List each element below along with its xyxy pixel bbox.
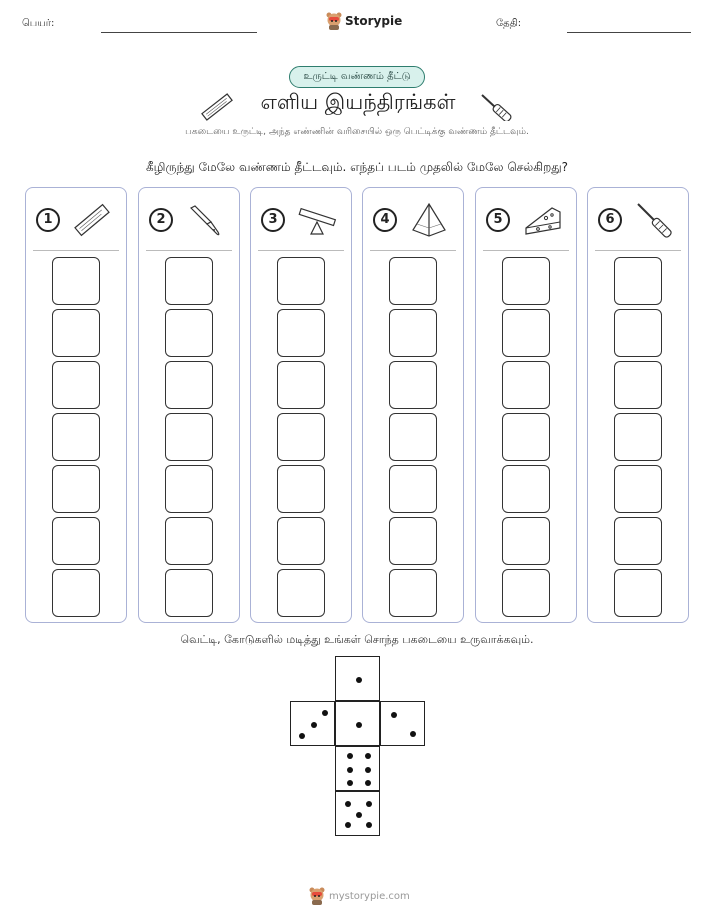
color-box[interactable] bbox=[52, 361, 100, 409]
color-box[interactable] bbox=[614, 309, 662, 357]
color-box[interactable] bbox=[52, 569, 100, 617]
plank-icon bbox=[72, 200, 112, 240]
die-pip bbox=[347, 780, 353, 786]
page-subtitle: பகடையை உருட்டி, அந்த எண்ணின் வரிசையில் ஒரு பெட்டிக்கு வண்ணம் தீட்டவும். bbox=[185, 127, 529, 137]
color-box[interactable] bbox=[614, 257, 662, 305]
bear-mascot-icon bbox=[326, 12, 342, 30]
color-box[interactable] bbox=[389, 569, 437, 617]
color-box[interactable] bbox=[165, 361, 213, 409]
column-3 bbox=[250, 187, 352, 623]
die-pip bbox=[345, 801, 351, 807]
activity-tag: உருட்டி வண்ணம் தீட்டு bbox=[289, 66, 425, 88]
color-box[interactable] bbox=[502, 309, 550, 357]
color-box[interactable] bbox=[277, 517, 325, 565]
footer-url: mystorypie.com bbox=[329, 890, 410, 902]
color-box[interactable] bbox=[165, 309, 213, 357]
screwdriver-icon bbox=[478, 91, 512, 121]
color-box[interactable] bbox=[502, 257, 550, 305]
screwdriver-icon bbox=[634, 200, 674, 240]
column-2 bbox=[138, 187, 240, 623]
column-number: 2 bbox=[149, 208, 173, 232]
cheese-wedge-icon bbox=[522, 200, 562, 240]
column-divider bbox=[258, 250, 344, 251]
color-box[interactable] bbox=[614, 361, 662, 409]
color-box[interactable] bbox=[614, 465, 662, 513]
color-box[interactable] bbox=[502, 361, 550, 409]
date-label: தேதி: bbox=[496, 18, 522, 29]
color-box[interactable] bbox=[502, 413, 550, 461]
die-pip bbox=[311, 722, 317, 728]
color-box[interactable] bbox=[277, 361, 325, 409]
color-box[interactable] bbox=[389, 413, 437, 461]
column-number: 4 bbox=[373, 208, 397, 232]
name-line[interactable] bbox=[101, 32, 257, 33]
column-4 bbox=[362, 187, 464, 623]
column-number: 3 bbox=[261, 208, 285, 232]
color-box[interactable] bbox=[502, 465, 550, 513]
die-face-1 bbox=[335, 701, 380, 746]
color-box[interactable] bbox=[165, 413, 213, 461]
date-line[interactable] bbox=[567, 32, 691, 33]
die-pip bbox=[410, 731, 416, 737]
color-box[interactable] bbox=[614, 413, 662, 461]
die-pip bbox=[366, 801, 372, 807]
color-box[interactable] bbox=[277, 309, 325, 357]
die-face-3 bbox=[290, 701, 335, 746]
die-pip bbox=[391, 712, 397, 718]
die-pip bbox=[347, 767, 353, 773]
name-label: பெயர்: bbox=[22, 18, 55, 29]
color-box[interactable] bbox=[165, 517, 213, 565]
color-box[interactable] bbox=[52, 517, 100, 565]
brand-logo bbox=[326, 12, 402, 30]
footer bbox=[309, 887, 410, 905]
die-face-2 bbox=[380, 701, 425, 746]
die-pip bbox=[365, 767, 371, 773]
die-face-6 bbox=[335, 746, 380, 791]
color-box[interactable] bbox=[389, 309, 437, 357]
die-pip bbox=[299, 733, 305, 739]
column-number: 6 bbox=[598, 208, 622, 232]
color-box[interactable] bbox=[52, 465, 100, 513]
die-pip bbox=[365, 780, 371, 786]
die-face-5 bbox=[335, 791, 380, 836]
die-pip bbox=[356, 812, 362, 818]
column-divider bbox=[483, 250, 569, 251]
color-box[interactable] bbox=[389, 257, 437, 305]
die-pip bbox=[356, 722, 362, 728]
pyramid-icon bbox=[409, 200, 449, 240]
plank-icon bbox=[200, 93, 234, 121]
color-box[interactable] bbox=[614, 517, 662, 565]
die-pip bbox=[365, 753, 371, 759]
seesaw-lever-icon bbox=[297, 200, 337, 240]
die-pip bbox=[322, 710, 328, 716]
color-box[interactable] bbox=[277, 569, 325, 617]
die-pip bbox=[366, 822, 372, 828]
brand-name: Storypie bbox=[345, 14, 403, 28]
die-face-1 bbox=[335, 656, 380, 701]
cutout-instruction: வெட்டி, கோடுகளில் மடித்து உங்கள் சொந்த பகடையை உருவாக்கவும். bbox=[180, 633, 534, 646]
die-pip bbox=[345, 822, 351, 828]
color-box[interactable] bbox=[389, 517, 437, 565]
column-number: 1 bbox=[36, 208, 60, 232]
column-5 bbox=[475, 187, 577, 623]
color-box[interactable] bbox=[502, 569, 550, 617]
color-box[interactable] bbox=[277, 465, 325, 513]
column-1 bbox=[25, 187, 127, 623]
column-divider bbox=[146, 250, 232, 251]
knife-icon bbox=[185, 200, 225, 240]
question-text: கீழிருந்து மேலே வண்ணம் தீட்டவும். எந்தப் படம் முதலில் மேலே செல்கிறது? bbox=[145, 160, 569, 174]
color-box[interactable] bbox=[52, 257, 100, 305]
color-box[interactable] bbox=[165, 569, 213, 617]
color-box[interactable] bbox=[389, 465, 437, 513]
column-6 bbox=[587, 187, 689, 623]
die-pip bbox=[347, 753, 353, 759]
column-divider bbox=[595, 250, 681, 251]
column-divider bbox=[370, 250, 456, 251]
color-box[interactable] bbox=[165, 465, 213, 513]
color-box[interactable] bbox=[389, 361, 437, 409]
column-divider bbox=[33, 250, 119, 251]
color-box[interactable] bbox=[277, 413, 325, 461]
page-title: எளிய இயந்திரங்கள் bbox=[260, 90, 456, 114]
column-number: 5 bbox=[486, 208, 510, 232]
die-pip bbox=[356, 677, 362, 683]
color-box[interactable] bbox=[52, 309, 100, 357]
color-box[interactable] bbox=[277, 257, 325, 305]
color-box[interactable] bbox=[614, 569, 662, 617]
color-box[interactable] bbox=[502, 517, 550, 565]
color-box[interactable] bbox=[52, 413, 100, 461]
color-box[interactable] bbox=[165, 257, 213, 305]
bear-mascot-icon bbox=[309, 887, 325, 905]
